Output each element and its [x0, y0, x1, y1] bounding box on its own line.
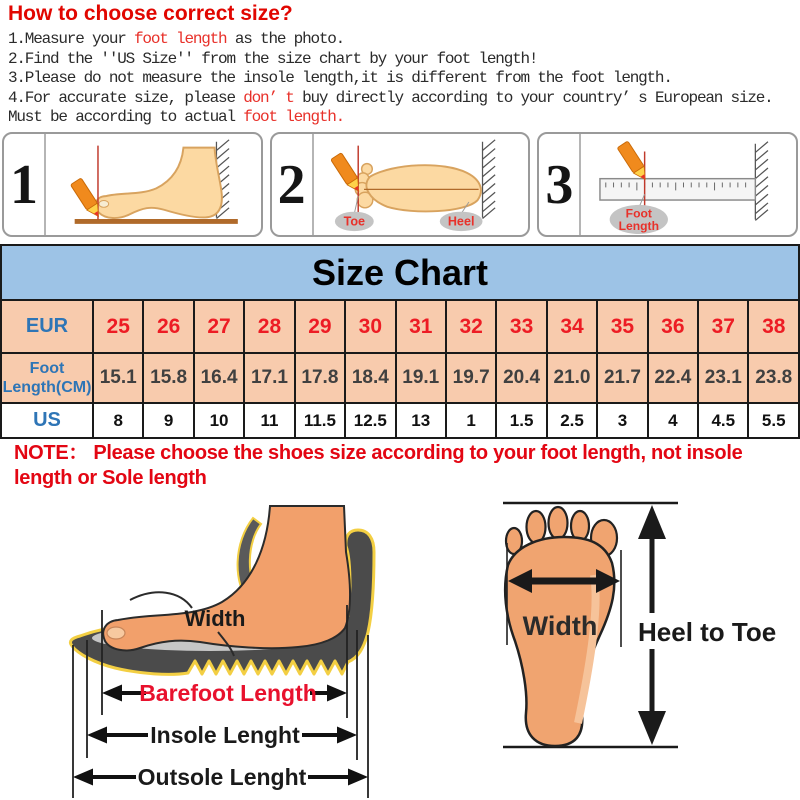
toenail	[107, 627, 125, 639]
sole-width-label: Width	[522, 611, 598, 641]
instruction-text: buy directly according to your country’ s European size.	[293, 88, 773, 107]
size-chart-value: 17.8	[295, 353, 345, 403]
size-chart-value: 28	[244, 300, 294, 353]
size-chart-row-label: US	[1, 403, 93, 438]
ruler-measure-illustration	[581, 134, 796, 235]
barefoot-arrowhead-right	[327, 685, 347, 702]
barefoot-arrowhead-left	[102, 685, 122, 702]
size-chart-value: 34	[547, 300, 597, 353]
size-chart-value: 25	[93, 300, 143, 353]
outsole-arrowhead-left	[73, 769, 93, 786]
size-chart-value: 17.1	[244, 353, 294, 403]
width-girth-curve	[130, 592, 192, 608]
foot-top-illustration	[366, 165, 481, 211]
size-chart-value: 11	[244, 403, 294, 438]
outsole-length-label: Outsole Lenght	[137, 764, 307, 790]
size-chart-value: 12.5	[345, 403, 395, 438]
note-text	[14, 441, 742, 491]
size-chart-value: 21.7	[597, 353, 647, 403]
instruction-lines	[8, 30, 798, 128]
size-chart-value: 1.5	[496, 403, 546, 438]
size-chart-value: 9	[143, 403, 193, 438]
step-number-3: 3	[539, 134, 581, 235]
size-chart-banner	[0, 244, 800, 301]
size-chart-row-label: Foot Length(CM)	[1, 353, 93, 403]
instruction-text: 3.Please do not measure the insole length,it is different from the foot length.	[8, 69, 672, 87]
instruction-accent-text: foot length.	[243, 108, 345, 126]
size-chart-value: 22.4	[648, 353, 698, 403]
sole-bottom-diagram	[428, 495, 796, 775]
instructions-title: How to choose correct size?	[8, 2, 293, 25]
size-chart-value: 23.8	[748, 353, 799, 403]
instruction-accent-text: foot length	[134, 30, 227, 48]
toe-label: Toe	[343, 214, 365, 229]
insole-arrowhead-left	[87, 727, 107, 744]
note-line-1: NOTE： Please choose the shoes size according to your foot length, not insole	[14, 442, 743, 464]
size-chart-value: 35	[597, 300, 647, 353]
step-number-1: 1	[4, 134, 46, 235]
measure-steps	[2, 132, 798, 237]
size-chart-value: 33	[496, 300, 546, 353]
barefoot-length-label: Barefoot Length	[139, 680, 317, 706]
size-chart-value: 38	[748, 300, 799, 353]
foot-top-measure-illustration	[314, 134, 529, 235]
size-chart-value: 5.5	[748, 403, 799, 438]
size-chart-value: 15.1	[93, 353, 143, 403]
step-number-2: 2	[272, 134, 314, 235]
size-chart-value: 31	[396, 300, 446, 353]
foot-length-label-line1: Foot	[626, 206, 653, 221]
instruction-line	[8, 89, 798, 109]
toe	[549, 507, 568, 539]
size-chart-value: 36	[648, 300, 698, 353]
size-chart-value: 13	[396, 403, 446, 438]
insole-arrowhead-right	[337, 727, 357, 744]
step-art-1	[46, 134, 261, 235]
note-line-2: length or Sole length	[14, 467, 207, 489]
width-label: Width	[184, 606, 246, 631]
size-chart-value: 27	[194, 300, 244, 353]
size-chart-table	[0, 299, 800, 439]
foot-sole-shape	[505, 537, 614, 746]
size-chart-value: 3	[597, 403, 647, 438]
instructions-section	[8, 2, 798, 128]
insole-length-label: Insole Lenght	[150, 722, 300, 748]
heel-label: Heel	[447, 214, 475, 229]
size-chart-value: 11.5	[295, 403, 345, 438]
size-chart-row-eur	[1, 300, 799, 353]
step-panel-2	[270, 132, 531, 237]
size-chart-value: 29	[295, 300, 345, 353]
instruction-text: Must be according to actual	[8, 108, 244, 126]
size-chart-value: 37	[698, 300, 748, 353]
wall-hatch	[482, 140, 495, 219]
size-chart-row-label: EUR	[1, 300, 93, 353]
foot-side-illustration	[96, 148, 222, 218]
instruction-text: 4.For accurate size, please	[8, 88, 244, 107]
shoe-length-diagram	[10, 490, 422, 800]
instruction-line	[8, 108, 798, 128]
foot-sole-diagram	[428, 495, 796, 775]
instruction-line	[8, 69, 798, 89]
instruction-line	[8, 30, 798, 50]
size-chart-value: 21.0	[547, 353, 597, 403]
instruction-text: 2.Find the ''US Size'' from the size chart by your foot length!	[8, 49, 538, 68]
size-chart-tbody	[1, 300, 799, 438]
heel-to-toe-label: Heel to Toe	[638, 617, 777, 647]
heel-to-toe-arrowhead-top	[638, 505, 666, 539]
size-chart-value: 30	[345, 300, 395, 353]
pencil-icon	[617, 141, 650, 183]
size-chart-row-foot-length	[1, 353, 799, 403]
size-chart-value: 26	[143, 300, 193, 353]
shoe-side-diagram	[10, 490, 422, 800]
outsole-arrowhead-right	[348, 769, 368, 786]
instruction-text: as the photo.	[226, 30, 345, 48]
heel-to-toe-arrowhead-bottom	[638, 711, 666, 745]
step-art-2	[314, 134, 529, 235]
size-chart-value: 19.7	[446, 353, 496, 403]
instruction-text: 1.Measure your	[8, 30, 135, 48]
size-chart-title: Size Chart	[311, 251, 489, 293]
step-panel-1	[2, 132, 263, 237]
size-chart-row-us	[1, 403, 799, 438]
size-chart-value: 32	[446, 300, 496, 353]
ruler	[600, 179, 755, 200]
size-chart-value: 10	[194, 403, 244, 438]
size-chart-value: 8	[93, 403, 143, 438]
toenail	[99, 201, 109, 208]
size-chart-value: 18.4	[345, 353, 395, 403]
foot-length-label-line2: Length	[618, 219, 660, 234]
size-chart-value: 19.1	[396, 353, 446, 403]
size-chart-value: 23.1	[698, 353, 748, 403]
wall-hatch	[756, 142, 769, 221]
size-chart-value: 16.4	[194, 353, 244, 403]
instruction-accent-text: don’ t	[243, 88, 294, 107]
instruction-line	[8, 50, 798, 70]
size-chart-value: 1	[446, 403, 496, 438]
size-chart-value: 4	[648, 403, 698, 438]
size-chart-value: 2.5	[547, 403, 597, 438]
foot-side-measure-illustration	[46, 134, 261, 235]
size-chart-value: 4.5	[698, 403, 748, 438]
size-chart-value: 15.8	[143, 353, 193, 403]
step-panel-3	[537, 132, 798, 237]
step-art-3	[581, 134, 796, 235]
size-chart-value: 20.4	[496, 353, 546, 403]
